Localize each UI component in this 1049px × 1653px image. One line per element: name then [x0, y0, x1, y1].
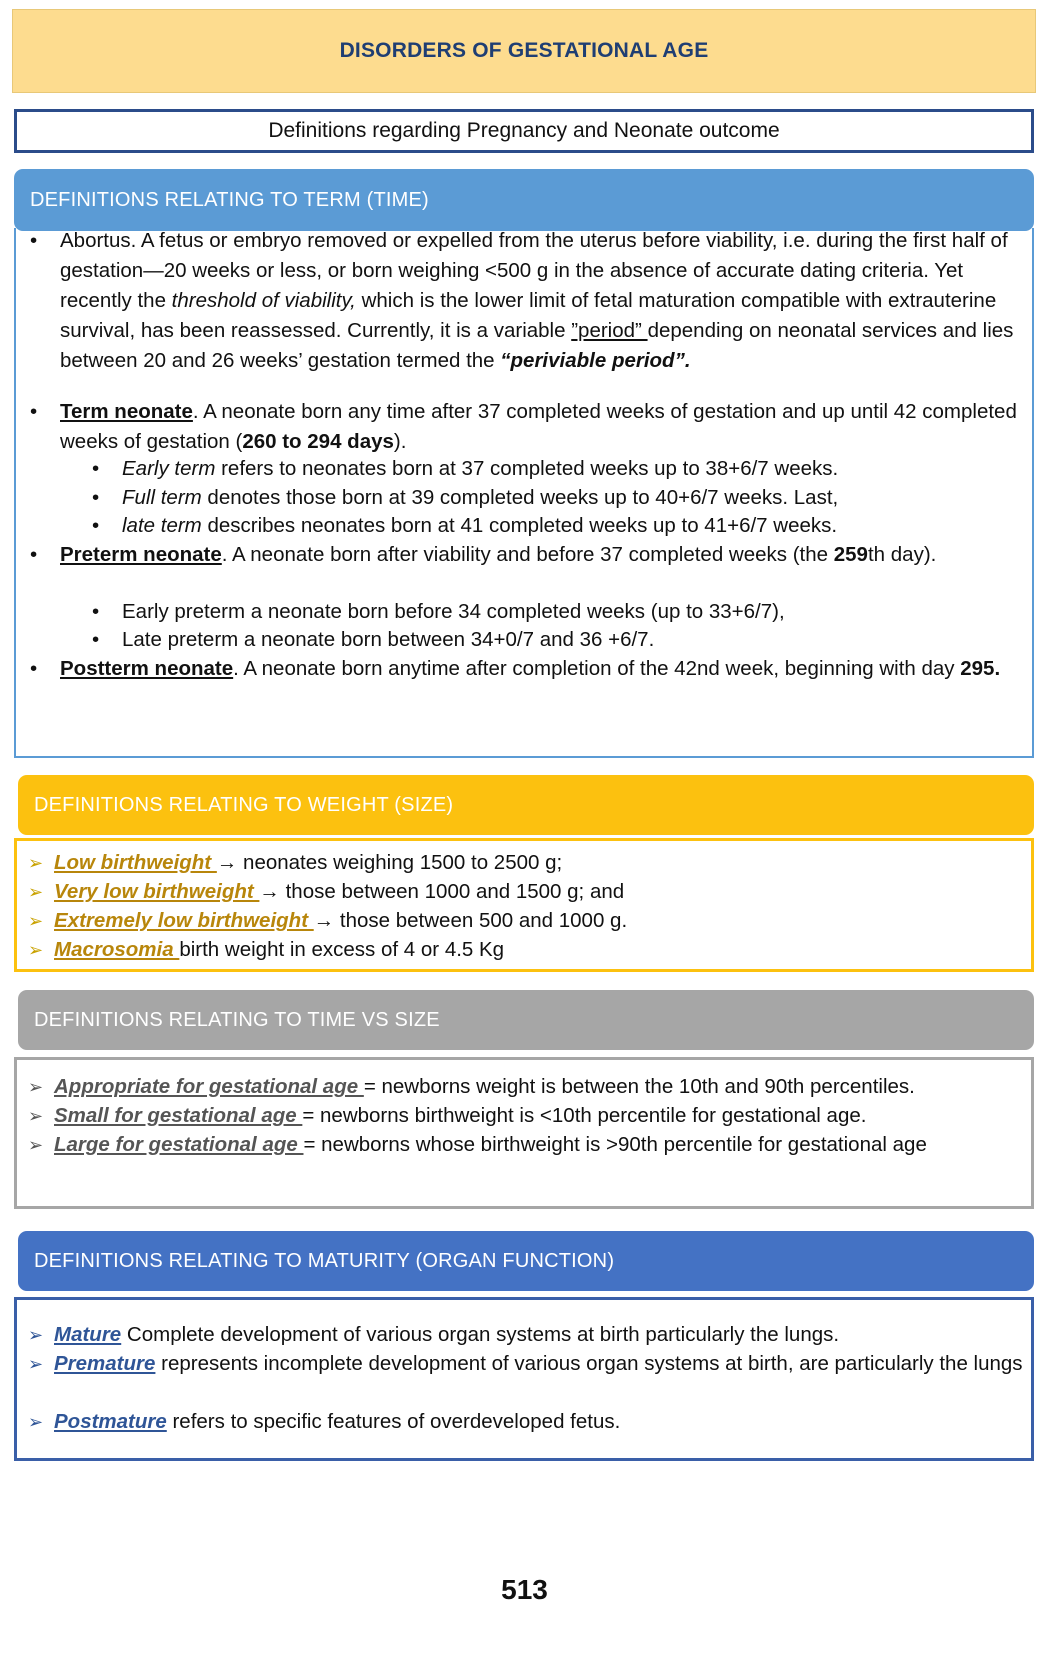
late-term-item: • late term describes neonates born at 41 completed weeks up to 41+6/7 weeks.	[122, 511, 1029, 541]
subtitle: Definitions regarding Pregnancy and Neonate outcome	[14, 109, 1034, 153]
postterm-neonate-label: Postterm neonate	[60, 657, 234, 680]
bullet-icon: •	[30, 543, 38, 566]
early-preterm-item: • Early preterm a neonate born before 34 completed weeks (up to 33+6/7),	[122, 597, 1029, 627]
arrow-bullet-icon: ➢	[28, 1106, 44, 1126]
section-header-time-size: DEFINITIONS RELATING TO TIME VS SIZE	[18, 990, 1034, 1050]
term-neonate-definition: • Term neonate. A neonate born any time after 37 completed weeks of gestation and up until 42 completed weeks of gestation (260 to 294 days).	[60, 397, 1025, 457]
arrow-bullet-icon: ➢	[28, 1412, 44, 1432]
time-size-item: ➢ Small for gestational age = newborns birthweight is <10th percentile for gestational age.	[54, 1101, 1037, 1131]
term-neonate-label: Term neonate	[60, 400, 193, 423]
arrow-bullet-icon: ➢	[28, 1354, 44, 1374]
page-number: 513	[501, 1574, 548, 1605]
arrow-bullet-icon: ➢	[28, 882, 44, 902]
bullet-icon: •	[92, 514, 100, 537]
weight-item: ➢ Macrosomia birth weight in excess of 4 or 4.5 Kg	[54, 935, 1037, 965]
section-header-weight: DEFINITIONS RELATING TO WEIGHT (SIZE)	[18, 775, 1034, 835]
time-size-item: ➢ Large for gestational age = newborns whose birthweight is >90th percentile for gestational age	[54, 1130, 1037, 1160]
section-header-term: DEFINITIONS RELATING TO TERM (TIME)	[14, 169, 1034, 231]
maturity-item: ➢ Premature represents incomplete development of various organ systems at birth, are particularly the lungs	[54, 1349, 1037, 1379]
weight-item: ➢ Extremely low birthweight → those between 500 and 1000 g.	[54, 906, 1037, 936]
bullet-icon: •	[92, 486, 100, 509]
arrow-bullet-icon: ➢	[28, 1077, 44, 1097]
bullet-icon: •	[30, 400, 38, 423]
abortus-definition: • Abortus. A fetus or embryo removed or expelled from the uterus before viability, i.e. during the first half of gestation—20 weeks or less, or born weighing <500 g in the absence of accurate dating criteria. Yet recently the threshold of viability, which is the lower limit of fetal maturation compatible with extrauterine survival, has been reassessed. Currently, it is a variable ”period” depending on neonatal services and lies between 20 and 26 weeks’ gestation termed the “periviable period”.	[60, 226, 1025, 376]
arrow-bullet-icon: ➢	[28, 940, 44, 960]
page-title: DISORDERS OF GESTATIONAL AGE	[12, 9, 1036, 93]
time-size-item: ➢ Appropriate for gestational age = newborns weight is between the 10th and 90th percentiles.	[54, 1072, 1037, 1102]
preterm-neonate-definition: • Preterm neonate. A neonate born after viability and before 37 completed weeks (the 259th day).	[60, 540, 1025, 570]
preterm-neonate-label: Preterm neonate	[60, 543, 222, 566]
bullet-icon: •	[30, 229, 38, 252]
early-term-item: • Early term refers to neonates born at 37 completed weeks up to 38+6/7 weeks.	[122, 454, 1029, 484]
arrow-bullet-icon: ➢	[28, 1135, 44, 1155]
bullet-icon: •	[30, 657, 38, 680]
postterm-neonate-definition: • Postterm neonate. A neonate born anytime after completion of the 42nd week, beginning with day 295.	[60, 654, 1025, 684]
maturity-item: ➢ Mature Complete development of various organ systems at birth particularly the lungs.	[54, 1320, 1037, 1350]
late-preterm-item: • Late preterm a neonate born between 34+0/7 and 36 +6/7.	[122, 625, 1029, 655]
arrow-bullet-icon: ➢	[28, 1325, 44, 1345]
weight-item: ➢ Very low birthweight → those between 1000 and 1500 g; and	[54, 877, 1037, 907]
section-header-maturity: DEFINITIONS RELATING TO MATURITY (ORGAN FUNCTION)	[18, 1231, 1034, 1291]
arrow-bullet-icon: ➢	[28, 853, 44, 873]
bullet-icon: •	[92, 600, 100, 623]
bullet-icon: •	[92, 628, 100, 651]
maturity-item: ➢ Postmature refers to specific features of overdeveloped fetus.	[54, 1407, 1037, 1437]
bullet-icon: •	[92, 457, 100, 480]
weight-item: ➢ Low birthweight → neonates weighing 1500 to 2500 g;	[54, 848, 1037, 878]
arrow-bullet-icon: ➢	[28, 911, 44, 931]
full-term-item: • Full term denotes those born at 39 completed weeks up to 40+6/7 weeks. Last,	[122, 483, 1029, 513]
